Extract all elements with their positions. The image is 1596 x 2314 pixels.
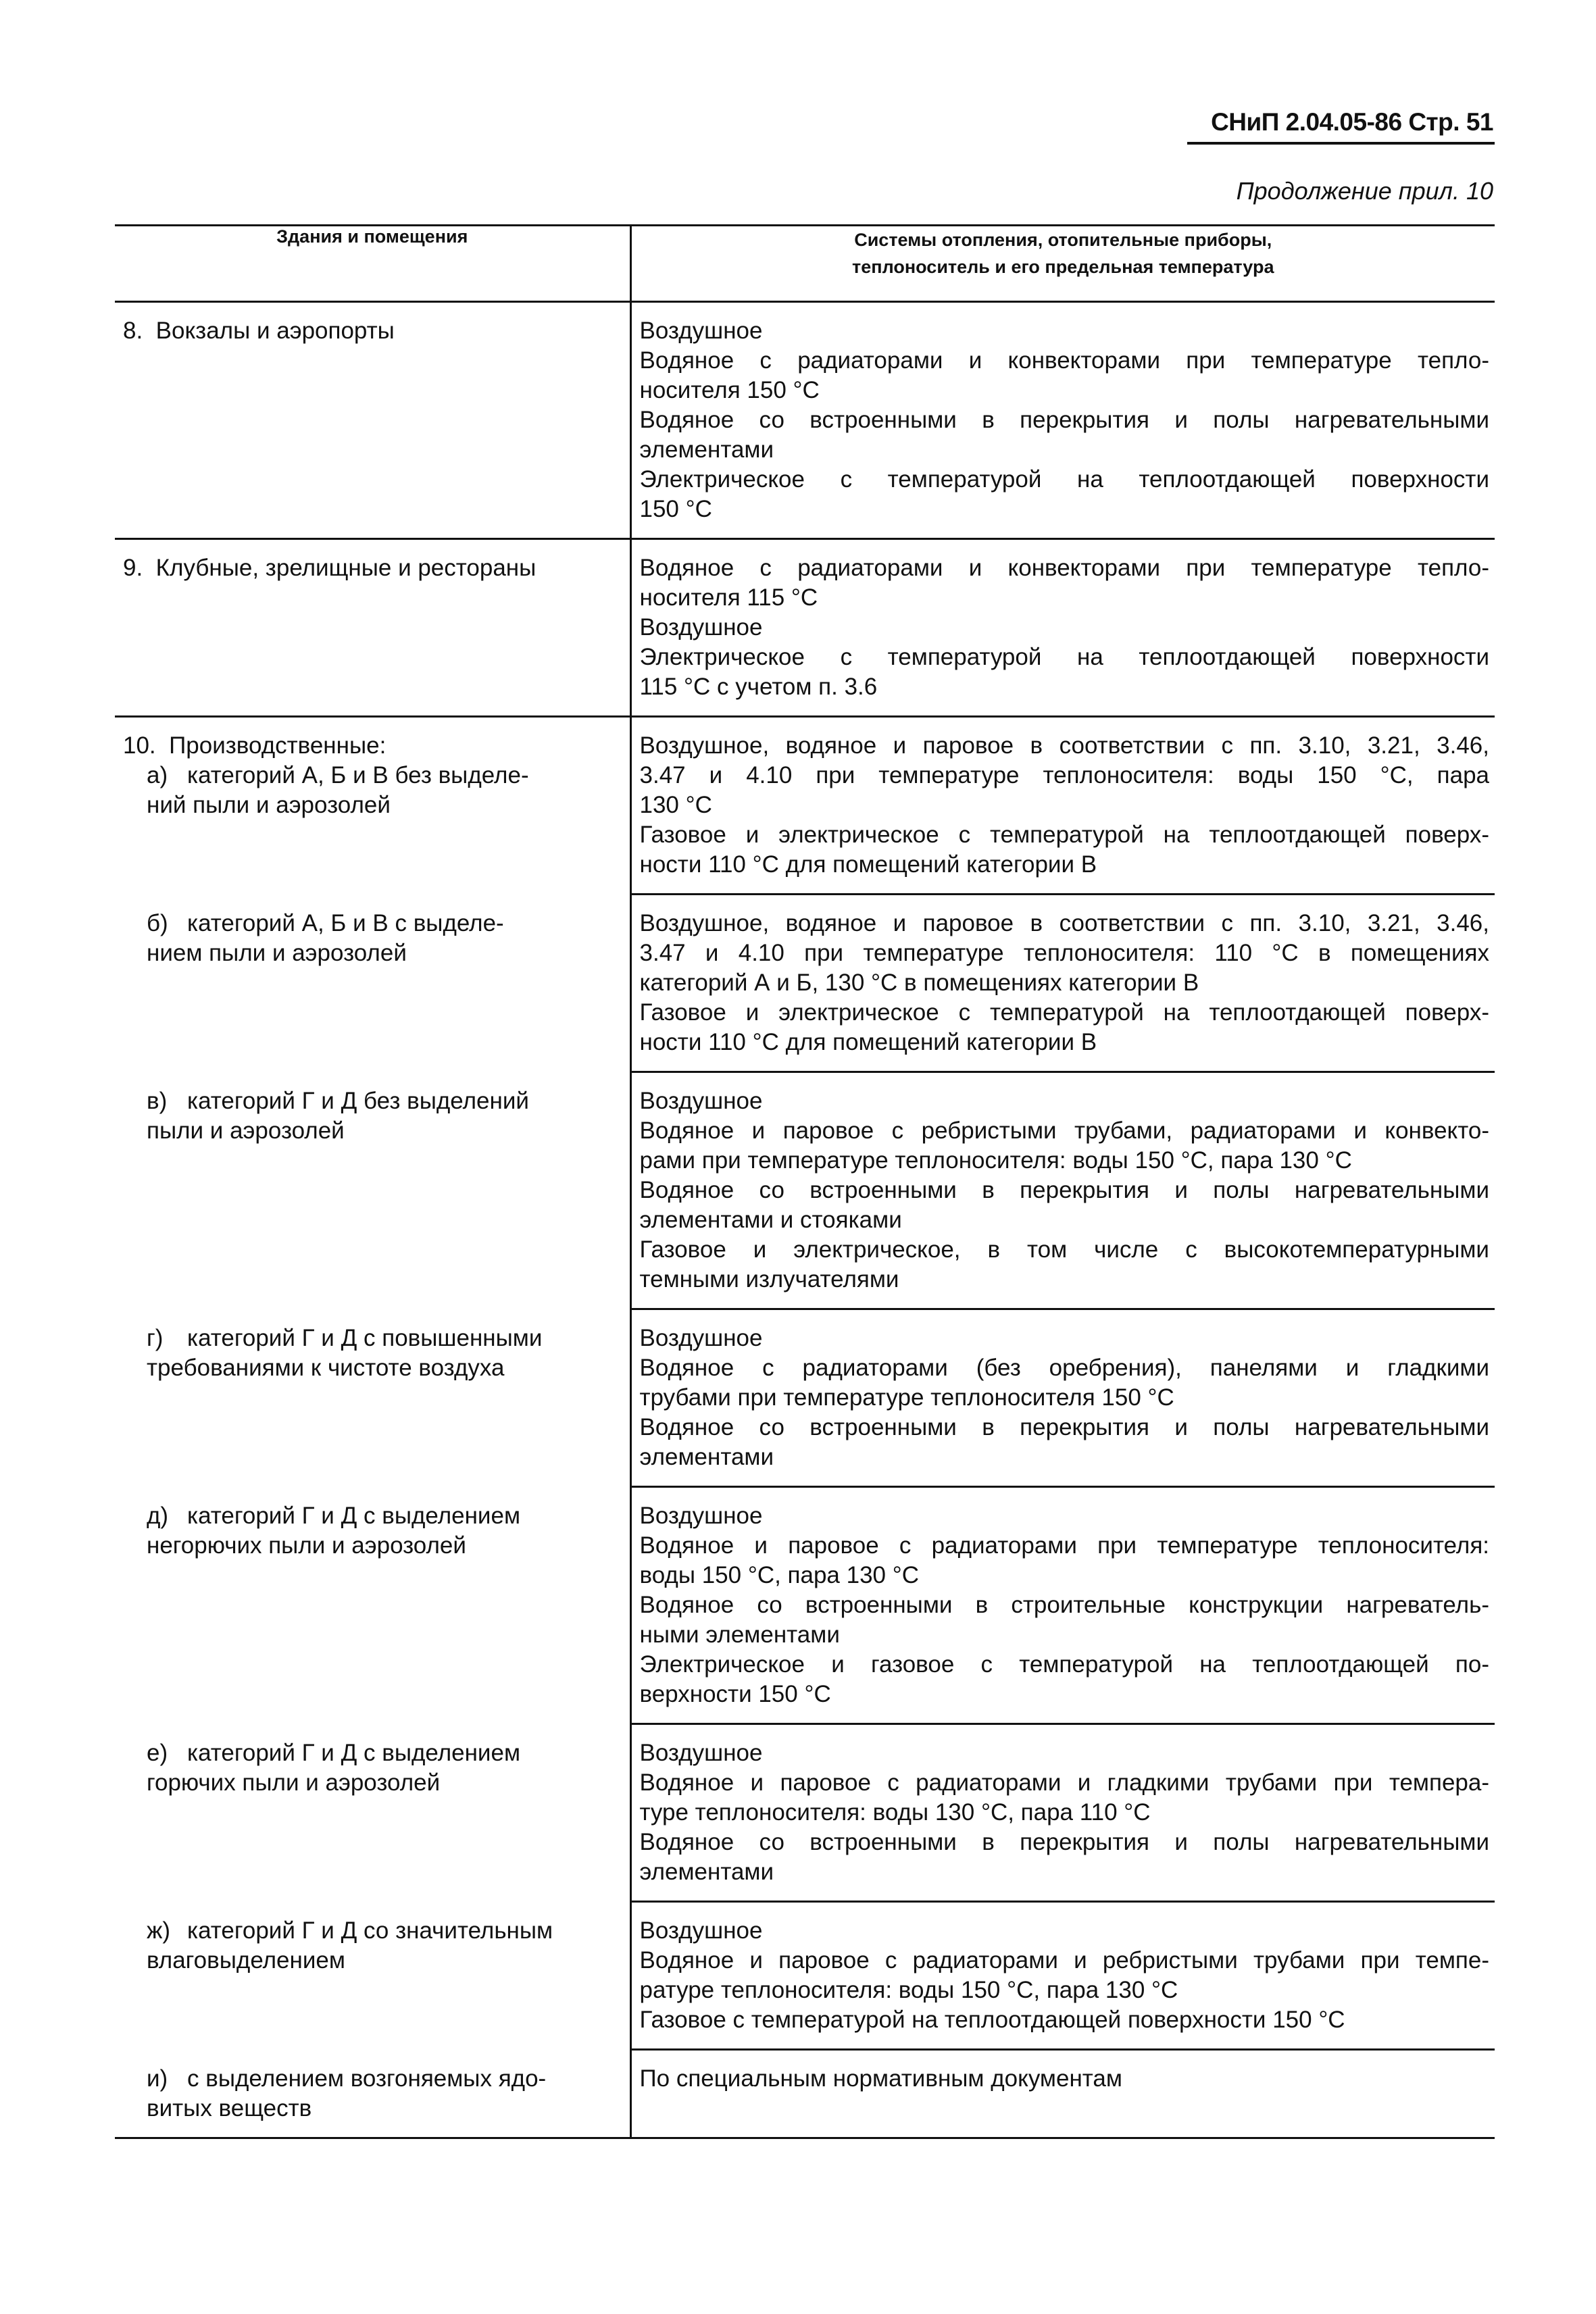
system-text-line: Водяное и паровое с радиаторами при температуре теплоносителя: bbox=[639, 1532, 1489, 1559]
subcategory-label: в) bbox=[147, 1088, 168, 1114]
subcategory-text: категорий Г и Д с выделением bbox=[187, 1740, 521, 1766]
system-entry bbox=[640, 1590, 1490, 1650]
system-entry bbox=[640, 1828, 1490, 1887]
system-text-line: Электрическое с температурой на теплоотдающей поверхности bbox=[639, 466, 1489, 493]
system-text-line: Водяное со встроенными в строительные конструкции нагреватель- bbox=[639, 1592, 1489, 1618]
system-entry bbox=[640, 2005, 1490, 2035]
subcategory bbox=[123, 1086, 624, 1146]
table-row bbox=[115, 717, 1495, 896]
systems-list bbox=[632, 1073, 1495, 1310]
system-text-line: Воздушное bbox=[639, 1917, 763, 1944]
table-body bbox=[115, 302, 1495, 2138]
systems-list bbox=[632, 540, 1495, 715]
subcategory-text: требованиями к чистоте воздуха bbox=[147, 1355, 505, 1381]
system-text-line: Электрическое с температурой на теплоотдающей поверхности bbox=[639, 644, 1489, 670]
systems-cell bbox=[630, 1903, 1495, 2051]
standard-underline bbox=[1187, 142, 1495, 145]
system-entry bbox=[640, 1116, 1490, 1176]
system-entry bbox=[640, 1531, 1490, 1590]
system-text-line: ности 110 °С для помещений категории В bbox=[639, 851, 1097, 878]
building-name: Клубные, зрелищные и рестораны bbox=[155, 555, 537, 581]
building-entry bbox=[115, 2051, 630, 2137]
systems-cell bbox=[630, 1488, 1495, 1725]
subcategory bbox=[123, 761, 624, 820]
system-text-line: элементами bbox=[639, 436, 774, 463]
building-cell bbox=[115, 2051, 630, 2138]
system-entry bbox=[640, 1176, 1490, 1235]
building-entry bbox=[115, 540, 630, 597]
system-entry bbox=[640, 1738, 1490, 1768]
subcategory-label: ж) bbox=[147, 1917, 171, 1944]
system-text-line: темными излучателями bbox=[639, 1266, 899, 1292]
subcategory-text: категорий А, Б и В с выделе- bbox=[187, 910, 504, 936]
systems-list bbox=[632, 1725, 1495, 1903]
table-row bbox=[115, 2051, 1495, 2138]
table-header-row bbox=[115, 226, 1495, 302]
col-header-systems-line: теплоноситель и его предельная температура bbox=[852, 257, 1274, 277]
system-entry bbox=[640, 1946, 1490, 2005]
system-text-line: элементами и стояками bbox=[639, 1207, 902, 1233]
systems-list bbox=[632, 2051, 1495, 2107]
system-text-line: 3.47 и 4.10 при температуре теплоносителя: 110 °С в помещениях bbox=[639, 940, 1489, 966]
building-entry bbox=[115, 1073, 630, 1159]
system-entry bbox=[640, 1501, 1490, 1531]
systems-list bbox=[632, 1310, 1495, 1488]
subcategory-text: негорючих пыли и аэрозолей bbox=[147, 1532, 466, 1559]
system-entry bbox=[640, 820, 1490, 880]
system-text-line: Воздушное bbox=[639, 1088, 763, 1114]
systems-list bbox=[632, 1903, 1495, 2051]
building-cell bbox=[115, 1903, 630, 2051]
table-row bbox=[115, 1073, 1495, 1310]
system-text-line: Водяное с радиаторами (без оребрения), панелями и гладкими bbox=[639, 1355, 1489, 1381]
subcategory-text: пыли и аэрозолей bbox=[147, 1117, 345, 1144]
systems-cell bbox=[630, 302, 1495, 539]
system-text-line: Водяное со встроенными в перекрытия и полы нагревательными bbox=[639, 1829, 1489, 1855]
system-entry bbox=[640, 1086, 1490, 1116]
subcategory-text: с выделением возгоняемых ядо- bbox=[187, 2065, 547, 2092]
system-text-line: 115 °С с учетом п. 3.6 bbox=[639, 674, 878, 700]
subcategory bbox=[123, 2064, 624, 2123]
section-heading bbox=[123, 731, 624, 761]
subcategory-text: ний пыли и аэрозолей bbox=[147, 792, 391, 818]
subcategory-text: горючих пыли и аэрозолей bbox=[147, 1769, 441, 1796]
building-entry bbox=[115, 303, 630, 359]
system-entry bbox=[640, 1413, 1490, 1472]
standard-reference: СНиП 2.04.05-86 Стр. 51 bbox=[1211, 108, 1493, 136]
row-number: 9. bbox=[123, 555, 143, 581]
subcategory bbox=[123, 1916, 624, 1976]
system-text-line: Водяное и паровое с ребристыми трубами, радиаторами и конвекто- bbox=[639, 1117, 1489, 1144]
system-text-line: Водяное со встроенными в перекрытия и полы нагревательными bbox=[639, 1414, 1489, 1440]
system-text-line: Воздушное, водяное и паровое в соответствии с пп. 3.10, 3.21, 3.46, bbox=[639, 732, 1489, 759]
subcategory-text: категорий А, Б и В без выделе- bbox=[187, 762, 529, 788]
building-cell bbox=[115, 717, 630, 896]
subcategory-text: категорий Г и Д с повышенными bbox=[187, 1325, 543, 1351]
system-text-line: По специальным нормативным документам bbox=[639, 2065, 1122, 2092]
systems-cell bbox=[630, 1725, 1495, 1903]
system-text-line: ности 110 °С для помещений категории В bbox=[639, 1029, 1097, 1055]
system-text-line: Водяное и паровое с радиаторами и гладкими трубами при темпера- bbox=[639, 1769, 1489, 1796]
system-text-line: элементами bbox=[639, 1444, 774, 1470]
subcategory-label: б) bbox=[147, 910, 168, 936]
system-text-line: трубами при температуре теплоносителя 150 °С bbox=[639, 1384, 1174, 1411]
system-text-line: Водяное и паровое с радиаторами и ребристыми трубами при темпе- bbox=[639, 1947, 1489, 1973]
systems-cell bbox=[630, 2051, 1495, 2138]
building-cell bbox=[115, 1073, 630, 1310]
building-name: Вокзалы и аэропорты bbox=[155, 318, 395, 344]
building-cell bbox=[115, 1310, 630, 1488]
system-text-line: Воздушное bbox=[639, 614, 763, 640]
system-text-line: Газовое и электрическое с температурой на теплоотдающей поверх- bbox=[639, 999, 1489, 1026]
system-entry bbox=[640, 998, 1490, 1057]
system-text-line: Воздушное, водяное и паровое в соответствии с пп. 3.10, 3.21, 3.46, bbox=[639, 910, 1489, 936]
system-text-line: Воздушное bbox=[639, 1740, 763, 1766]
system-text-line: Водяное со встроенными в перекрытия и полы нагревательными bbox=[639, 407, 1489, 433]
system-text-line: Воздушное bbox=[639, 1503, 763, 1529]
system-text-line: Газовое и электрическое, в том числе с высокотемпературными bbox=[639, 1236, 1489, 1263]
system-entry bbox=[640, 1650, 1490, 1709]
system-text-line: Газовое с температурой на теплоотдающей поверхности 150 °С bbox=[639, 2007, 1345, 2033]
subcategory bbox=[123, 1738, 624, 1798]
system-text-line: Газовое и электрическое с температурой на теплоотдающей поверх- bbox=[639, 822, 1489, 848]
system-entry bbox=[640, 613, 1490, 643]
system-text-line: категорий А и Б, 130 °С в помещениях категории В bbox=[639, 970, 1199, 996]
continuation-note: Продолжение прил. 10 bbox=[1236, 177, 1493, 205]
building-entry bbox=[115, 1725, 630, 1811]
systems-list bbox=[632, 1488, 1495, 1725]
systems-cell bbox=[630, 1310, 1495, 1488]
system-entry bbox=[640, 553, 1490, 613]
col-header-systems-line: Системы отопления, отопительные приборы, bbox=[854, 230, 1272, 250]
systems-list bbox=[632, 303, 1495, 538]
systems-list bbox=[632, 718, 1495, 895]
system-text-line: носителя 150 °С bbox=[639, 377, 820, 403]
subcategory-text: категорий Г и Д со значительным bbox=[187, 1917, 553, 1944]
system-text-line: Воздушное bbox=[639, 318, 763, 344]
col-header-buildings: Здания и помещения bbox=[115, 226, 630, 302]
system-text-line: ратуре теплоносителя: воды 150 °С, пара 130 °С bbox=[639, 1977, 1178, 2003]
system-entry bbox=[640, 1353, 1490, 1413]
building-cell bbox=[115, 302, 630, 539]
table-row bbox=[115, 302, 1495, 539]
subcategory bbox=[123, 1324, 624, 1383]
system-entry bbox=[640, 465, 1490, 524]
heating-systems-table bbox=[115, 224, 1495, 2139]
system-text-line: Водяное с радиаторами и конвекторами при температуре тепло- bbox=[639, 555, 1489, 581]
system-text-line: воды 150 °С, пара 130 °С bbox=[639, 1562, 920, 1588]
row-number: 8. bbox=[123, 318, 143, 344]
system-entry bbox=[640, 1324, 1490, 1353]
system-entry bbox=[640, 405, 1490, 465]
systems-cell bbox=[630, 539, 1495, 717]
table-row bbox=[115, 539, 1495, 717]
building-cell bbox=[115, 895, 630, 1073]
system-entry bbox=[640, 731, 1490, 820]
col-header-systems bbox=[630, 226, 1495, 302]
systems-cell bbox=[630, 1073, 1495, 1310]
building-cell bbox=[115, 539, 630, 717]
table-row bbox=[115, 1725, 1495, 1903]
table-row bbox=[115, 1488, 1495, 1725]
systems-cell bbox=[630, 717, 1495, 896]
subcategory-label: д) bbox=[147, 1503, 169, 1529]
system-entry bbox=[640, 1235, 1490, 1294]
system-text-line: 150 °С bbox=[639, 496, 712, 522]
system-text-line: туре теплоносителя: воды 130 °С, пара 110 °С bbox=[639, 1799, 1151, 1826]
system-text-line: 3.47 и 4.10 при температуре теплоносителя: воды 150 °С, пара bbox=[639, 762, 1489, 788]
building-cell bbox=[115, 1488, 630, 1725]
system-text-line: рами при температуре теплоносителя: воды 150 °С, пара 130 °С bbox=[639, 1147, 1352, 1174]
subcategory-label: и) bbox=[147, 2065, 168, 2092]
system-text-line: ными элементами bbox=[639, 1621, 840, 1648]
subcategory-text: категорий Г и Д без выделений bbox=[187, 1088, 529, 1114]
table-row bbox=[115, 1903, 1495, 2051]
subcategory bbox=[123, 1501, 624, 1561]
systems-list bbox=[632, 895, 1495, 1073]
system-entry bbox=[640, 2064, 1490, 2094]
system-entry bbox=[640, 1916, 1490, 1946]
subcategory bbox=[123, 909, 624, 968]
system-entry bbox=[640, 643, 1490, 702]
subcategory-label: г) bbox=[147, 1325, 164, 1351]
building-entry bbox=[115, 895, 630, 982]
subcategory-text: категорий Г и Д с выделением bbox=[187, 1503, 521, 1529]
system-entry bbox=[640, 1768, 1490, 1828]
system-entry bbox=[640, 909, 1490, 998]
building-entry bbox=[115, 1488, 630, 1574]
table-row bbox=[115, 1310, 1495, 1488]
subcategory-text: влаговыделением bbox=[147, 1947, 345, 1973]
row-number: 10. bbox=[123, 732, 156, 759]
systems-cell bbox=[630, 895, 1495, 1073]
system-entry bbox=[640, 316, 1490, 346]
building-entry bbox=[115, 1310, 630, 1397]
table-row bbox=[115, 895, 1495, 1073]
building-name: Производственные: bbox=[169, 732, 386, 759]
system-text-line: верхности 150 °С bbox=[639, 1681, 831, 1707]
system-text-line: 130 °С bbox=[639, 792, 712, 818]
subcategory-label: а) bbox=[147, 762, 168, 788]
subcategory-text: витых веществ bbox=[147, 2095, 312, 2121]
system-text-line: элементами bbox=[639, 1859, 774, 1885]
subcategory-text: нием пыли и аэрозолей bbox=[147, 940, 407, 966]
system-text-line: Водяное с радиаторами и конвекторами при температуре тепло- bbox=[639, 347, 1489, 374]
system-text-line: Воздушное bbox=[639, 1325, 763, 1351]
system-text-line: носителя 115 °С bbox=[639, 584, 818, 611]
system-entry bbox=[640, 346, 1490, 405]
building-cell bbox=[115, 1725, 630, 1903]
system-text-line: Электрическое и газовое с температурой на теплоотдающей по- bbox=[639, 1651, 1489, 1678]
building-entry bbox=[115, 718, 630, 834]
system-text-line: Водяное со встроенными в перекрытия и полы нагревательными bbox=[639, 1177, 1489, 1203]
subcategory-label: е) bbox=[147, 1740, 168, 1766]
building-entry bbox=[115, 1903, 630, 1989]
